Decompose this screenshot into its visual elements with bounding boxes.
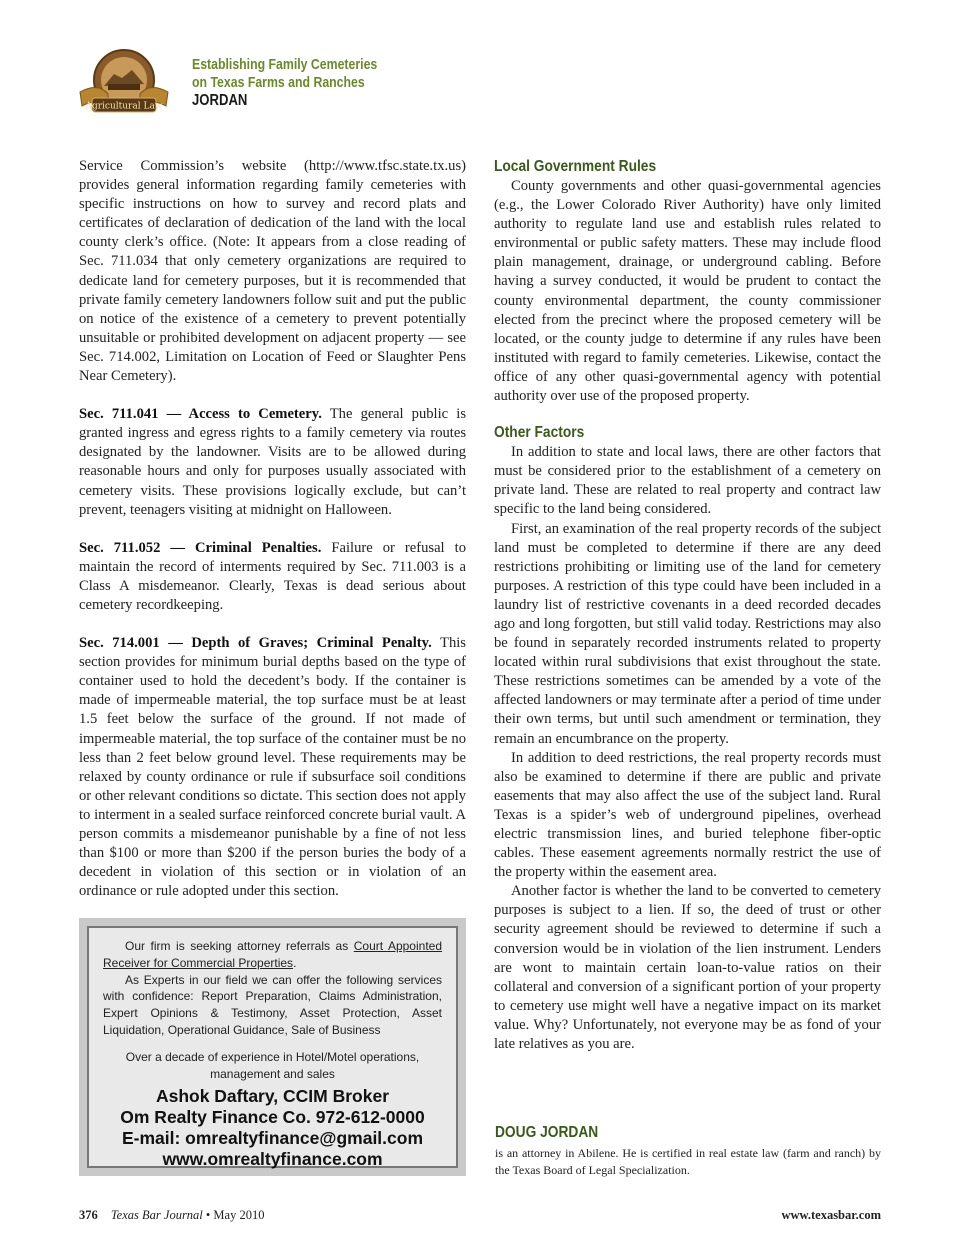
ad-referral-post: .	[293, 955, 297, 970]
section-access-body: The general public is granted ingress and egress rights to a family cemetery via routes designated by the landowner. Visits are to be allowed during reasonable hours and only for purposes usually associated with cemetery visits. These provisions logically exclude, but can’t prevent, teenagers visiting at midnight on Halloween.	[79, 406, 466, 518]
advertisement-box	[79, 918, 466, 1176]
right-column	[494, 157, 881, 1054]
author-bio	[495, 1124, 881, 1178]
footer-separator: •	[205, 1208, 211, 1222]
intro-paragraph: Service Commission’s website (http://www.tfsc.state.tx.us) provides general information regarding family cemeteries with specific instructions on how to survey and record plats and certificates of declaration of dedication of the land with the local county clerk’s office. (Note: It appears from a close reading of Sec. 711.034 that only cemetery organizations are required to dedicate land for cemetery purposes, but it is recommended that private family cemetery landowners follow suit and put the public on notice of the existence of a cemetery to prevent potentially unsuitable or prohibited development on adjacent property — see Sec. 714.002, Limitation on Location of Feed or Slaughter Pens Near Cemetery).	[79, 158, 466, 385]
header-title-line-2: on Texas Farms and Ranches	[192, 74, 365, 91]
section-depth-heading: Sec. 714.001 — Depth of Graves; Criminal Penalty.	[79, 635, 432, 652]
header-author: JORDAN	[192, 92, 248, 109]
other-factors-paragraph-2: First, an examination of the real property records of the subject land must be completed to determine if there are any deed restrictions prohibiting or limiting use of the land for cemetery purposes. A restriction of this type could have been included in a laundry list of restrictive covenants in a deed recorded decades ago and long forgotten, but still valid today. Restrictions may also be found in separately recorded instruments related to property located within rural subdivisions that exist throughout the state. These restrictions sometimes can be amended by a vote of the affected landowners or may terminate after a period of time under their own terms, but until such amendment or termination, they remain an encumbrance on the property.	[494, 520, 881, 747]
ad-contact-name: Ashok Daftary, CCIM Broker	[155, 1086, 390, 1107]
section-depth-paragraph	[79, 634, 466, 901]
page-number: 376	[79, 1208, 98, 1222]
ad-services-line: As Experts in our field we can offer the following services with confidence: Report Preparation, Claims Administration, Expert Opinions & Testimony, Asset Protection, Asset Liquidation, Operational Guidance, Sale of Business	[103, 972, 442, 1037]
ad-email[interactable]: E-mail: omrealtyfinance@gmail.com	[121, 1128, 424, 1149]
ad-receiver-link[interactable]: Court Appointed Receiver for Commercial Properties	[103, 939, 443, 970]
page-header	[78, 48, 478, 128]
section-depth-body: This section provides for minimum burial depths based on the type of container used to hold the decedent’s body. If the container is made of impermeable material, the top surface must be at least 1.5 feet below the surface of the ground. If not made of impermeable material, the top surface of the container must be no less than 2 feet below ground level. These requirements may be relaxed by county ordinance or rule if subsurface soil conditions or other relevant conditions so dictate. This section does not apply to interment in a sealed surface reinforced concrete burial vault. A person commits a misdemeanor punishable by a fine of not less than $100 or more than $200 if the person buries the body of a decedent in violation of this section or in violation of an ordinance or rule adopted under this section.	[79, 635, 466, 900]
section-access-heading: Sec. 711.041 — Access to Cemetery.	[79, 406, 322, 423]
ad-company-phone: Om Realty Finance Co. 972-612-0000	[120, 1107, 425, 1128]
left-column	[79, 157, 466, 901]
section-penalties-heading: Sec. 711.052 — Criminal Penalties.	[79, 539, 322, 556]
section-access-paragraph	[79, 405, 466, 520]
other-factors-paragraph-4: Another factor is whether the land to be converted to cemetery purposes is subject to a lien. If so, the deed of trust or other security agreement should be reviewed to determine if such a conversion would be in violation of the lien instrument. Lenders are wont to maintain certain loan-to-value ratios on their collateral and conversion of a significant portion of your property to cemetery use might well have a negative impact on its market value. Why? Unfortunately, not everyone may be as fond of your late relatives as you are.	[494, 883, 881, 1053]
ad-referral-pre: Our firm is seeking attorney referrals as	[125, 939, 354, 953]
footer-left	[79, 1208, 264, 1223]
heading-other-factors: Other Factors	[494, 424, 585, 442]
local-rules-paragraph: County governments and other quasi-governmental agencies (e.g., the Lower Colorado River Authority) have only limited authority to regulate land use and establish rules related to environmental or public safety matters. These may include flood plain management, drainage, or underground cabling. Before having a survey conducted, it would be prudent to contact the county environmental department, the county commissioner elected from the precinct where the proposed cemetery will be located, or the county judge to determine if any rules have been instituted with regard to family cemeteries. Likewise, contact the office of any other quasi-governmental agency with potential authority over use of the proposed property.	[494, 178, 881, 405]
author-bio-name: DOUG JORDAN	[495, 1124, 599, 1141]
advertisement-inner	[87, 926, 458, 1168]
other-factors-paragraph-1: In addition to state and local laws, there are other factors that must be considered prior to the establishment of a cemetery on private land. These are related to real property and contract law specific to the land being considered.	[494, 444, 881, 518]
svg-text:Agricultural Law: Agricultural Law	[85, 101, 163, 112]
header-title-block	[192, 56, 418, 110]
heading-local-government-rules: Local Government Rules	[494, 158, 657, 175]
agricultural-law-logo	[78, 48, 170, 120]
ad-experience-line: Over a decade of experience in Hotel/Motel operations, management and sales	[125, 1049, 420, 1081]
author-bio-text: is an attorney in Abilene. He is certified in real estate law (farm and ranch) by the Texas Board of Legal Specialization.	[495, 1146, 881, 1177]
issue-date: May 2010	[213, 1208, 265, 1222]
section-penalties-body: Failure or refusal to maintain the record of interments required by Sec. 711.003 is a Class A misdemeanor. Clearly, Texas is dead serious about cemetery recordkeeping.	[79, 539, 466, 613]
ad-website[interactable]: www.omrealtyfinance.com	[162, 1149, 383, 1170]
section-penalties-paragraph	[79, 539, 466, 615]
footer-website[interactable]: www.texasbar.com	[781, 1208, 881, 1222]
ad-referral-line	[103, 938, 442, 972]
other-factors-paragraph-3: In addition to deed restrictions, the real property records must also be examined to determine if there are public and private easements that may also affect the use of the subject land. Rural Texas is a spider’s web of underground pipelines, overhead electric transmission lines, and buried telephone fiber-optic cables. These easement agreements normally restrict the use of the property within the easement area.	[494, 749, 881, 881]
journal-name: Texas Bar Journal	[110, 1208, 203, 1222]
header-title-line-1: Establishing Family Cemeteries	[192, 56, 378, 73]
page-footer	[79, 1208, 881, 1226]
